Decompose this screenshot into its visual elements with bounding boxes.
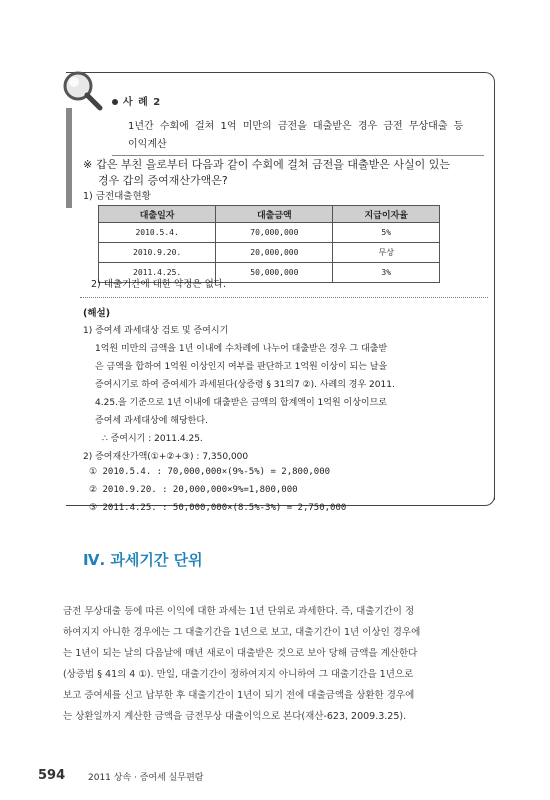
body-line: 금전 무상대출 등에 따른 이익에 대한 과세는 1년 단위로 과세한다. 즉, 대출기간이 정 <box>63 606 415 617</box>
table-cell: 3% <box>333 263 440 283</box>
question-line: 갑은 부친 을로부터 다음과 같이 수회에 걸쳐 금전을 대출받은 사실이 있는 <box>96 158 450 171</box>
case-title-line: 1년간 수회에 걸쳐 1억 미만의 금전을 대출받은 경우 금전 무상대출 등 <box>128 121 464 132</box>
case-label <box>112 93 161 108</box>
table-cell: 2011.4.25. <box>99 263 216 283</box>
loan-table <box>98 205 440 283</box>
table-cell: 50,000,000 <box>216 263 333 283</box>
page-number: 594 <box>38 768 66 783</box>
item-no-agreement: 2) 대출기간에 대한 약정은 없다. <box>91 279 226 290</box>
case-label-text: 사 례 2 <box>123 97 162 108</box>
table-cell: 무상 <box>333 243 440 263</box>
explanation-line: ∴ 증여시기 : 2011.4.25. <box>102 434 203 444</box>
case-box-right-border <box>494 90 495 500</box>
explanation-line: 1억원 미만의 금액을 1년 이내에 수차례에 나누어 대출받은 경우 그 대출받 <box>95 344 388 354</box>
explanation-line: 4.25.을 기준으로 1년 이내에 대출받은 금액의 합계액이 1억원 이상이므로 <box>95 398 387 408</box>
magnifier-icon <box>60 68 104 112</box>
explanation-line: ① 2010.5.4. : 70,000,000×(9%-5%) = 2,800,000 <box>89 467 331 477</box>
table-row <box>99 223 440 243</box>
body-line: 는 1년이 되는 날의 다음날에 매년 새로이 대출받은 것으로 보아 당해 금액을 계산한다 <box>63 648 418 659</box>
case-box-bottom-right-corner <box>476 487 495 506</box>
case-box-left-bar <box>66 108 72 208</box>
divider <box>112 155 484 156</box>
section-title: Ⅳ. 과세기간 단위 <box>83 551 203 569</box>
table-cell: 2010.5.4. <box>99 223 216 243</box>
note-mark: ※ <box>83 158 93 171</box>
case-title-line: 이익계산 <box>128 139 167 150</box>
column-header: 대출일자 <box>99 206 216 223</box>
table-cell: 20,000,000 <box>216 243 333 263</box>
dotted-divider <box>80 297 488 298</box>
table-cell: 2010.9.20. <box>99 243 216 263</box>
case-box-top-border <box>66 72 476 91</box>
explanation-line: ② 2010.9.20. : 20,000,000×9%=1,800,000 <box>89 485 298 495</box>
column-header: 대출금액 <box>216 206 333 223</box>
explanation-heading: (해설) <box>83 308 111 319</box>
table-cell: 70,000,000 <box>216 223 333 243</box>
table-row <box>99 243 440 263</box>
bullet-icon <box>112 99 118 105</box>
column-header: 지급이자율 <box>333 206 440 223</box>
body-line: 보고 증여세를 신고 납부한 후 대출기간이 1년이 되기 전에 대출금액을 상환한 경우에 <box>63 690 415 701</box>
explanation-line: 2) 증여재산가액(①+②+③) : 7,350,000 <box>83 452 249 462</box>
item-loan-status: 1) 금전대출현황 <box>83 191 151 202</box>
book-title: 2011 상속 · 증여세 실무편람 <box>88 773 204 783</box>
explanation-line: 은 금액을 합하여 1억원 이상인지 여부를 판단하고 1억원 이상이 되는 날을 <box>95 362 388 372</box>
explanation-line: ③ 2011.4.25. : 50,000,000×(8.5%-3%) = 2,750,000 <box>89 503 347 513</box>
table-cell: 5% <box>333 223 440 243</box>
explanation-line: 증여시기로 하여 증여세가 과세된다(상증령 § 31의7 ②). 사례의 경우 2011. <box>95 380 395 390</box>
question-line: 경우 갑의 증여재산가액은? <box>98 174 228 187</box>
explanation-line: 증여세 과세대상에 해당한다. <box>95 416 208 426</box>
question <box>83 157 488 189</box>
case-box-top-right-corner <box>476 72 495 91</box>
body-line: 는 상환일까지 계산한 금액을 금전무상 대출이익으로 본다(재산-623, 2009.3.25). <box>63 711 407 722</box>
table-header-row <box>99 206 440 223</box>
explanation-line: 1) 증여세 과세대상 검토 및 증여시기 <box>83 326 229 336</box>
body-line: 하여지지 아니한 경우에는 그 대출기간을 1년으로 보고, 대출기간이 1년 이상인 경우에 <box>63 627 421 638</box>
case-title <box>128 118 478 154</box>
body-line: (상증법 § 41의 4 ①). 만일, 대출기간이 정하여지지 아니하여 그 대출기간을 1년으로 <box>63 669 414 680</box>
